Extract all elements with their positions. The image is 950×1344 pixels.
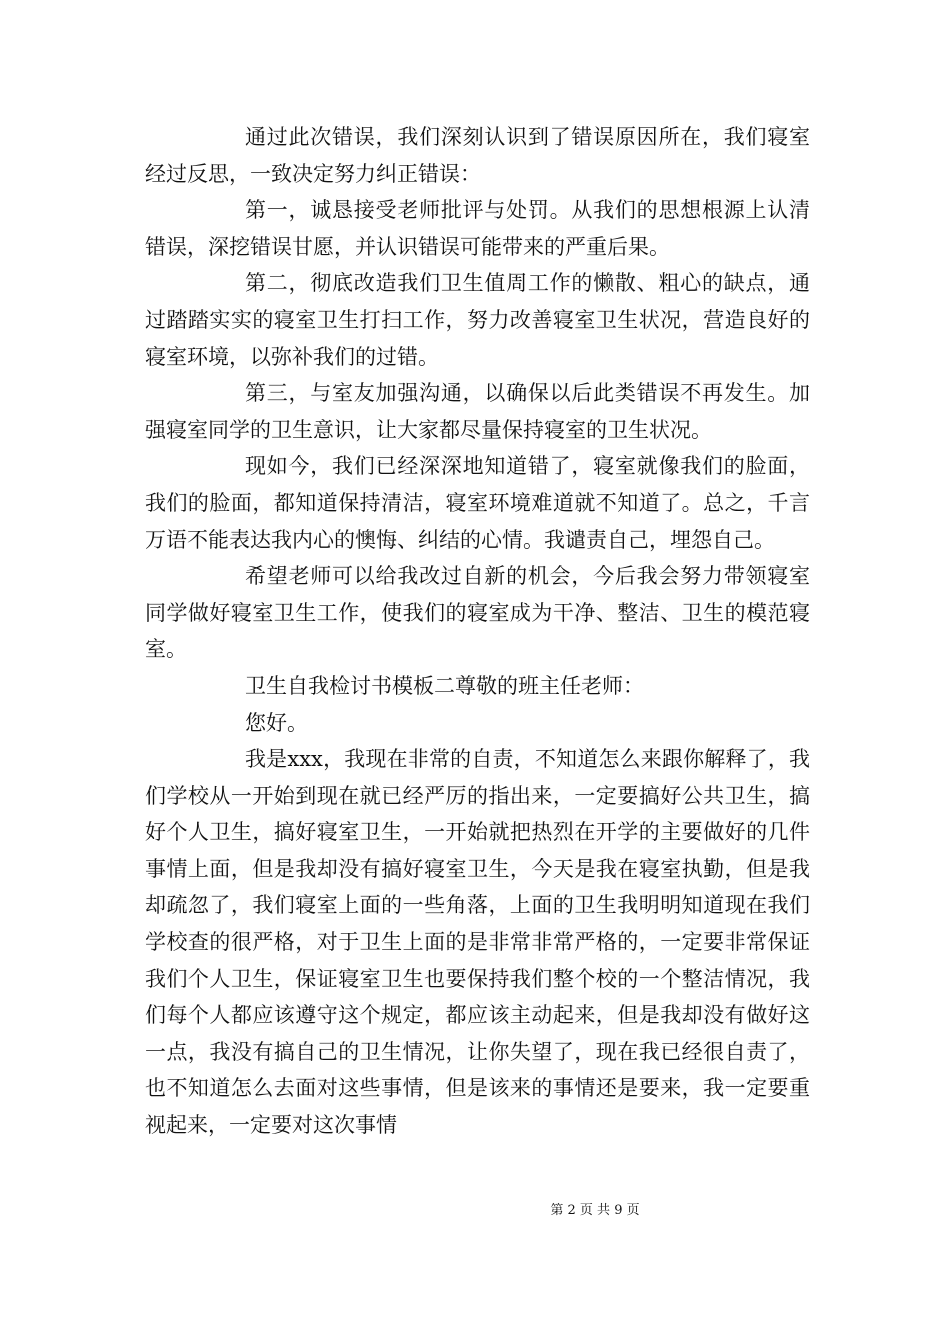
paragraph-5: 现如今，我们已经深深地知道错了，寝室就像我们的脸面，我们的脸面，都知道保持清洁，寝室环境难道就不知道了。总之，千言万语不能表达我内心的懊悔、纠结的心情。我谴责自己，埋怨自己。 xyxy=(145,454,810,552)
paragraph-1: 通过此次错误，我们深刻认识到了错误原因所在，我们寝室经过反思，一致决定努力纠正错误： xyxy=(145,125,810,186)
paragraph-7-heading: 卫生自我检讨书模板二尊敬的班主任老师： xyxy=(245,673,644,698)
paragraph-8-greeting: 您好。 xyxy=(245,710,308,735)
paragraph-9: 我是xxx，我现在非常的自责，不知道怎么来跟你解释了，我们学校从一开始到现在就已经严厉的指出来，一定要搞好公共卫生，搞好个人卫生，搞好寝室卫生，一开始就把热烈在开学的主要做好的几件事情上面，但是我却没有搞好寝室卫生，今天是我在寝室执勤，但是我却疏忽了，我们寝室上面的一些角落，上面的卫生我明明知道现在我们学校查的很严格，对于卫生上面的是非常非常严格的，一定要非常保证我们个人卫生，保证寝室卫生也要保持我们整个校的一个整洁情况，我们每个人都应该遵守这个规定，都应该主动起来，但是我却没有做好这一点，我没有搞自己的卫生情况，让你失望了，现在我已经很自责了，也不知道怎么去面对这些事情，但是该来的事情还是要来，我一定要重视起来，一定要对这次事情 xyxy=(145,747,810,1138)
paragraph-2: 第一，诚恳接受老师批评与处罚。从我们的思想根源上认清错误，深挖错误甘愿，并认识错误可能带来的严重后果。 xyxy=(145,198,810,259)
page-number-footer: 第 2 页 共 9 页 xyxy=(550,1203,640,1218)
paragraph-4: 第三，与室友加强沟通，以确保以后此类错误不再发生。加强寝室同学的卫生意识，让大家都尽量保持寝室的卫生状况。 xyxy=(145,381,810,442)
paragraph-3: 第二，彻底改造我们卫生值周工作的懒散、粗心的缺点，通过踏踏实实的寝室卫生打扫工作，努力改善寝室卫生状况，营造良好的寝室环境，以弥补我们的过错。 xyxy=(145,271,810,369)
document-body xyxy=(145,119,810,1144)
paragraph-6: 希望老师可以给我改过自新的机会，今后我会努力带领寝室同学做好寝室卫生工作，使我们的寝室成为干净、整洁、卫生的模范寝室。 xyxy=(145,564,810,662)
